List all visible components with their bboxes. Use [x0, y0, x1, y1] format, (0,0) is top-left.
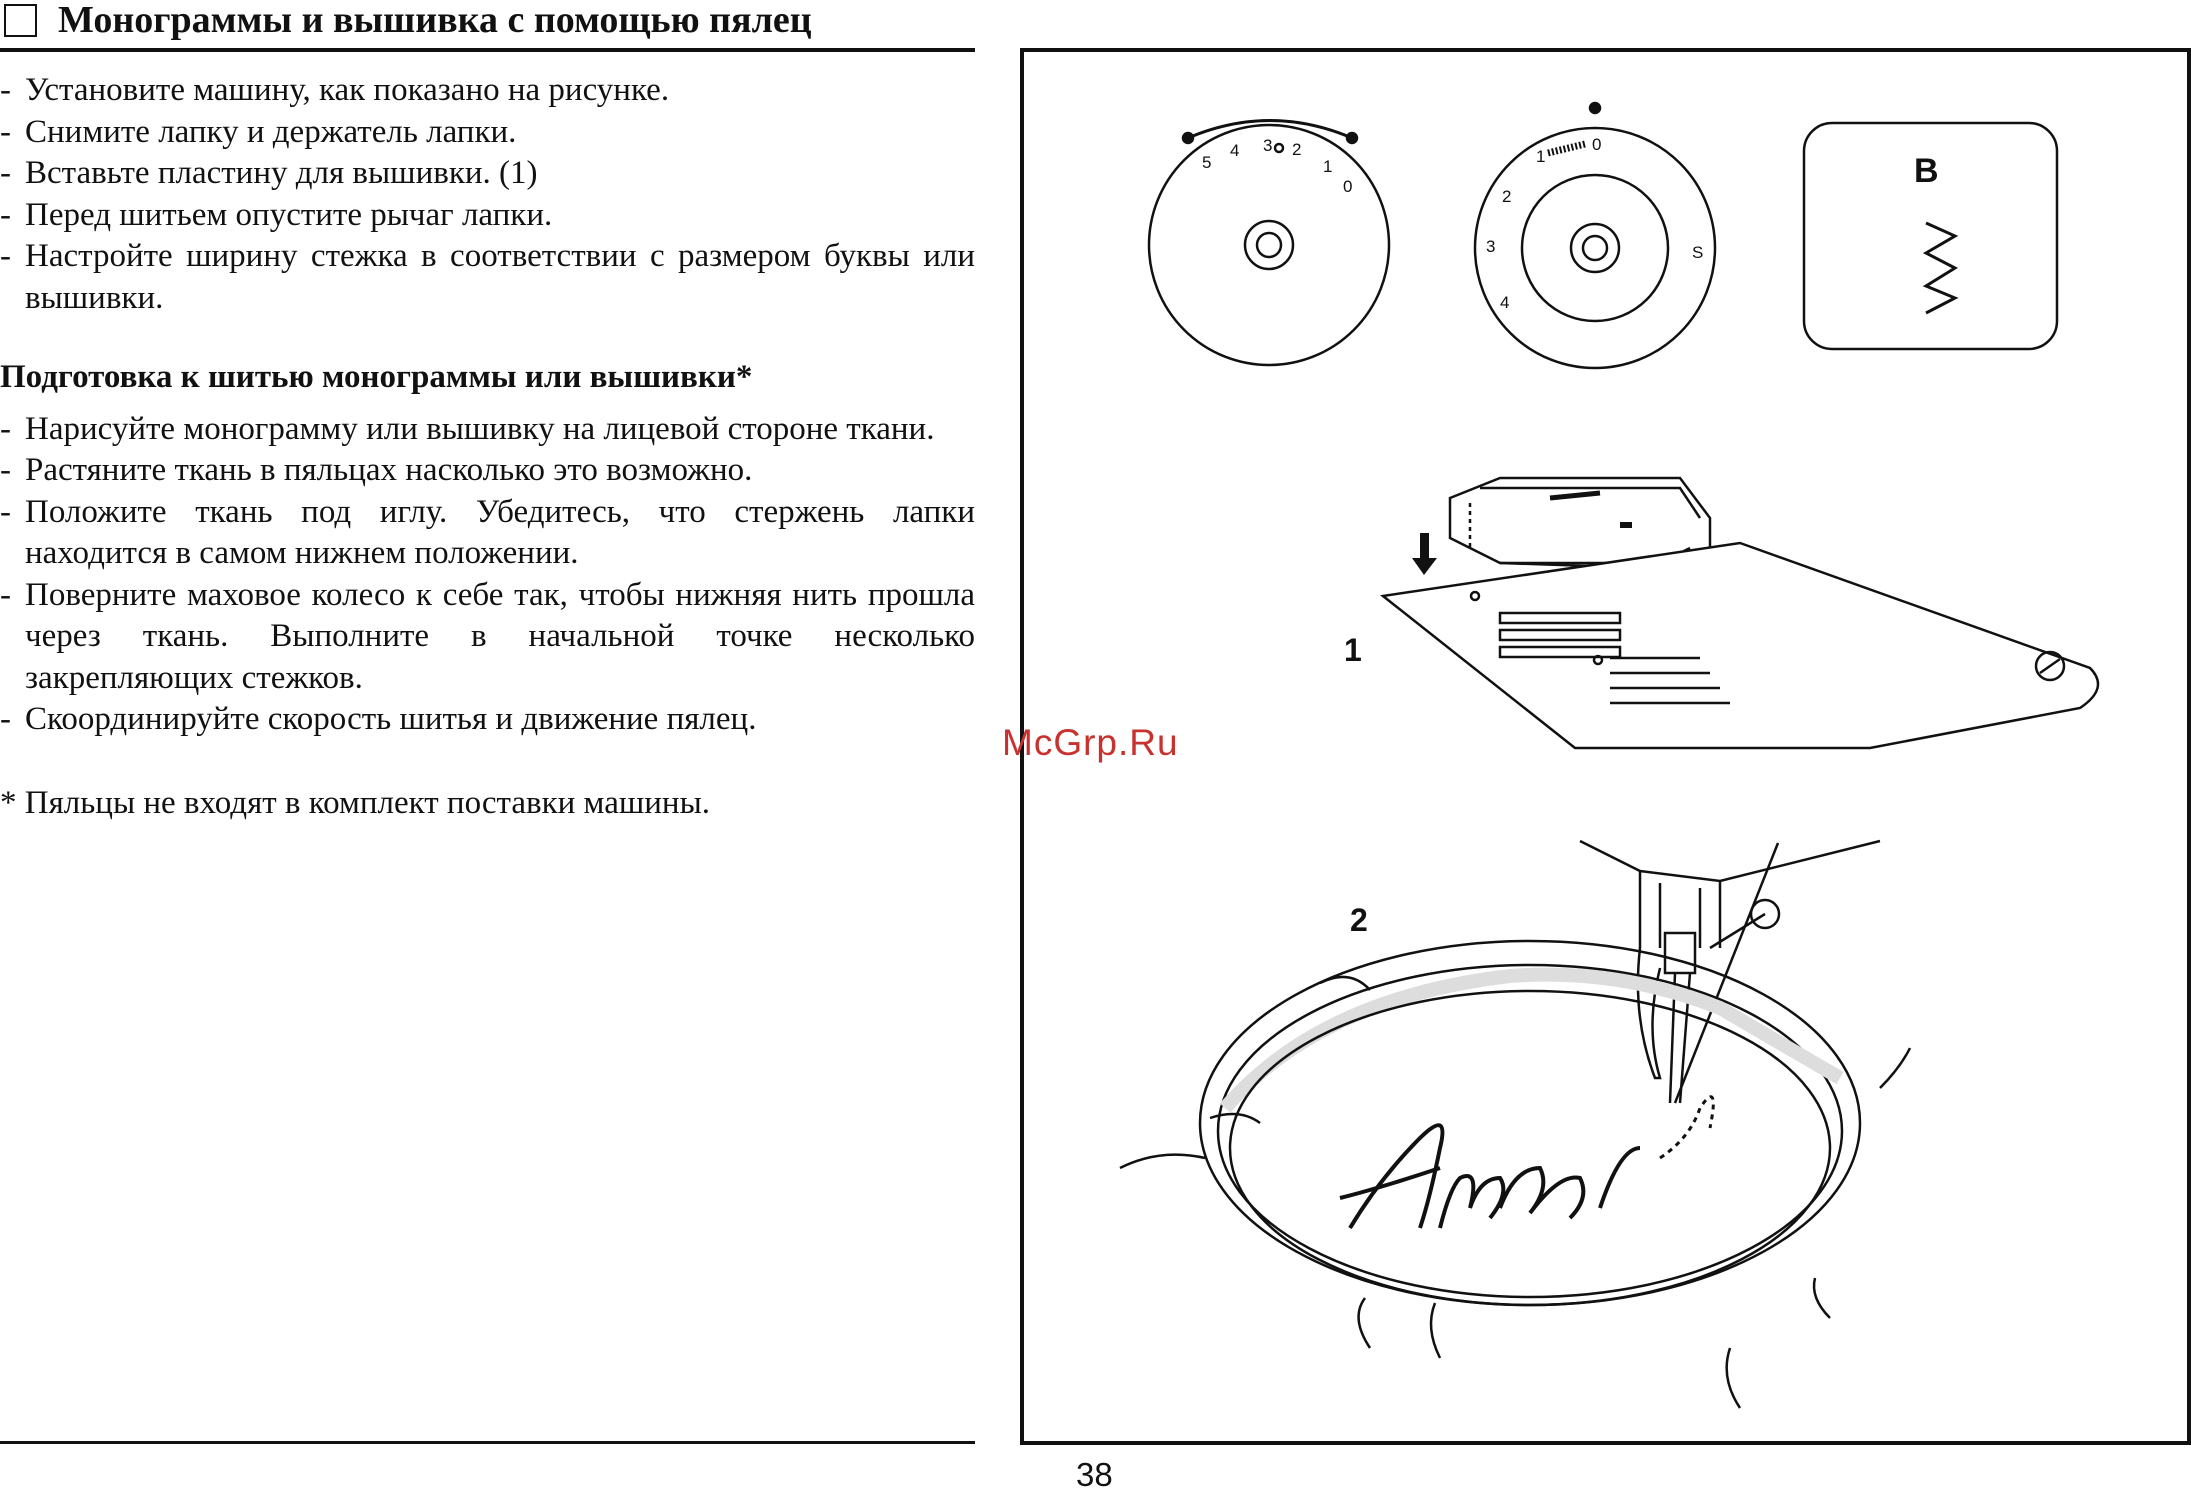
svg-text:3: 3: [1486, 237, 1496, 256]
page-title: Монограммы и вышивка с помощью пялец: [58, 0, 812, 41]
stitch-width-dial-icon: [1149, 121, 1389, 366]
illustration: [1020, 48, 2191, 1445]
svg-text:3: 3: [1263, 136, 1273, 155]
prep-step: - Поверните маховое колесо к себе так, чтобы нижняя нить прошла через ткань. Выполните в начальной точке несколько закрепляющих стежков.: [0, 576, 975, 696]
intro-step: - Перед шитьем опустите рычаг лапки.: [0, 196, 553, 233]
embroidery-plate-icon: [1383, 543, 2098, 748]
svg-text:S: S: [1692, 243, 1704, 262]
intro-steps-list: [0, 70, 975, 319]
script-monogram: [1340, 1097, 1713, 1228]
prep-step: - Растяните ткань в пяльцах насколько это возможно.: [0, 452, 753, 488]
step-2-label: 2: [1350, 902, 1368, 938]
prep-section-title: Подготовка к шитью монограммы или вышивки*: [0, 359, 753, 395]
step-1-label: 1: [1344, 632, 1362, 668]
svg-text:5: 5: [1202, 153, 1212, 172]
prep-step: - Положите ткань под иглу. Убедитесь, что стержень лапки находится в самом нижнем положении.: [0, 493, 975, 571]
page-number: 38: [1076, 1456, 1113, 1493]
prep-steps-list: [0, 409, 975, 741]
intro-step: - Вставьте пластину для вышивки. (1): [0, 155, 538, 191]
prep-step: - Нарисуйте монограмму или вышивку на лицевой стороне ткани.: [0, 410, 935, 447]
section-checkbox: [4, 4, 37, 37]
intro-step: - Снимите лапку и держатель лапки.: [0, 113, 517, 150]
instructions-column: [0, 70, 975, 824]
svg-text:1: 1: [1536, 147, 1546, 166]
svg-text:0: 0: [1343, 177, 1353, 196]
svg-text:2: 2: [1502, 187, 1512, 206]
svg-text:0: 0: [1592, 135, 1602, 154]
svg-text:4: 4: [1230, 141, 1240, 160]
pattern-letter-b: B: [1914, 152, 1939, 190]
header-divider: [0, 48, 975, 52]
svg-text:2: 2: [1292, 140, 1302, 159]
intro-step: - Установите машину, как показано на рисунке.: [0, 72, 670, 108]
svg-text:4: 4: [1500, 293, 1510, 312]
down-arrow-icon: [1412, 533, 1437, 575]
svg-text:1: 1: [1323, 157, 1333, 176]
watermark: McGrp.Ru: [1002, 722, 1179, 763]
footer-divider: [0, 1441, 975, 1444]
footnote: * Пяльцы не входят в комплект поставки машины.: [0, 784, 710, 821]
intro-step: - Настройте ширину стежка в соответствии с размером буквы или вышивки.: [0, 238, 975, 316]
embroidery-hoop-icon: [1200, 941, 1860, 1305]
prep-step: - Скоординируйте скорость шитья и движение пялец.: [0, 701, 757, 737]
